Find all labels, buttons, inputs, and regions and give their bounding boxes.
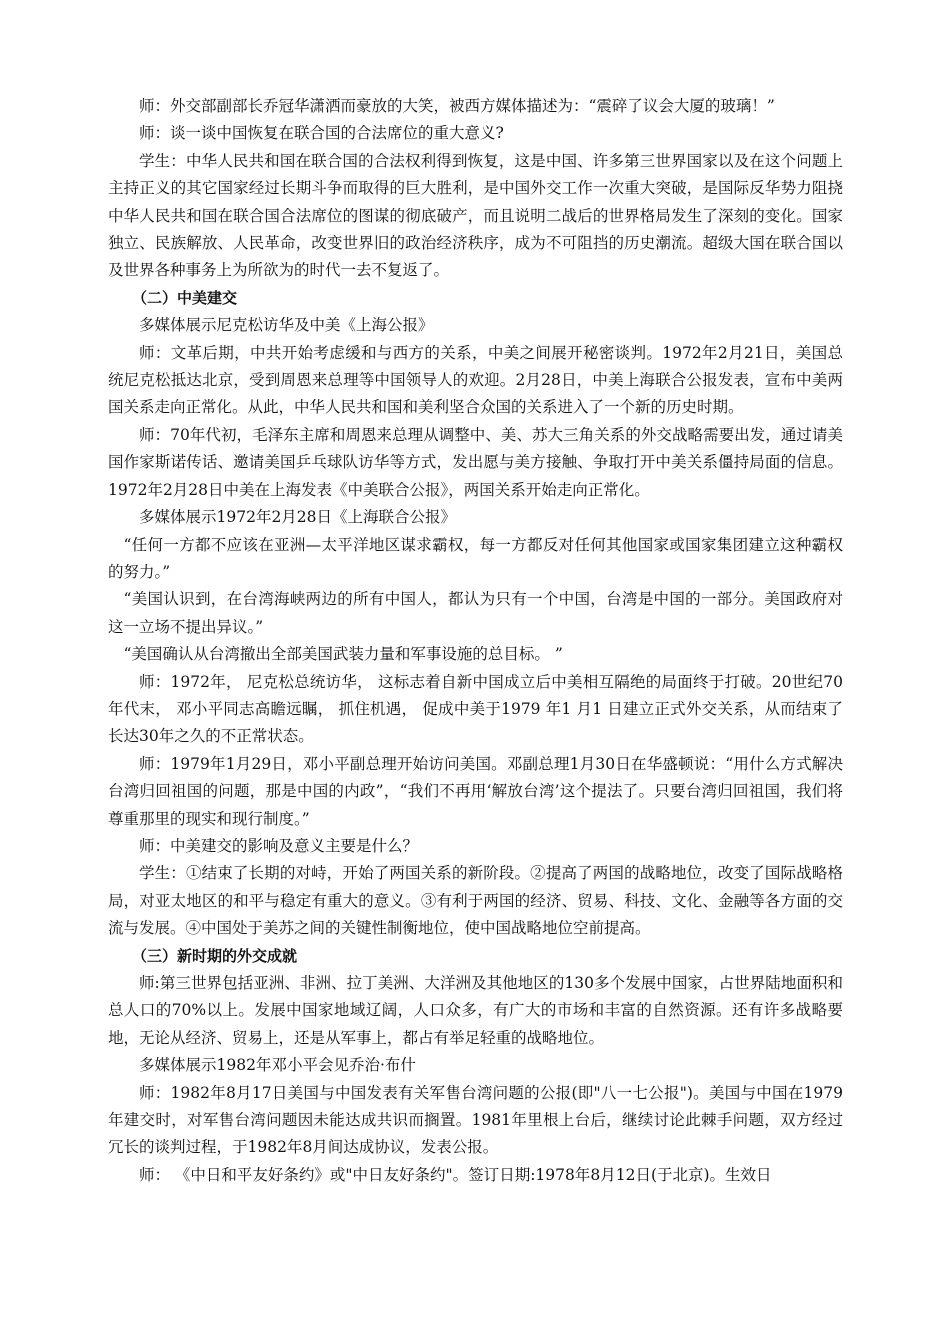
quote-1: “任何一方都不应该在亚洲—太平洋地区谋求霸权，每一方都反对任何其他国家或国家集团建立这种霸权的努力。” xyxy=(108,535,843,581)
paragraph-5: 多媒体展示尼克松访华及中美《上海公报》 xyxy=(139,316,434,335)
paragraph-8: 多媒体展示1972年2月28日《上海联合公报》 xyxy=(139,508,457,527)
paragraph-2: 师：谈一谈中国恢复在联合国的合法席位的重大意义? xyxy=(139,124,504,143)
paragraph-14: 师：中美建交的影响及意义主要是什么？ xyxy=(139,836,419,855)
paragraph-12: 师：1972年， 尼克松总统访华， 这标志着自新中国成立后中美相互隔绝的局面终于打破。20世纪70 年代末， 邓小平同志高瞻远瞩， 抓住机遇， 促成中美于1979 年1 月1 日建立正式外交关系，从而结束了长达30年之久的不正常状态。 xyxy=(108,672,843,746)
paragraph-6: 师：文革后期，中共开始考虑缓和与西方的关系，中美之间展开秘密谈判。1972年2月21日，美国总统尼克松抵达北京，受到周恩来总理等中国领导人的欢迎。2月28日，中美上海联合公报发表，宣布中美两国关系走向正常化。从此，中华人民共和国和美利坚合众国的关系进入了一个新的历史时期。 xyxy=(108,343,843,417)
paragraph-15: 学生：①结束了长期的对峙，开始了两国关系的新阶段。②提高了两国的战略地位，改变了国际战略格局，对亚太地区的和平与稳定有重大的意义。③有利于两国的经济、贸易、科技、文化、金融等各方面的交流与发展。④中国处于美苏之间的关键性制衡地位，使中国战略地位空前提高。 xyxy=(108,864,843,938)
section-heading-3: （三）新时期的外交成就 xyxy=(132,946,298,965)
quote-2: “美国认识到，在台湾海峡两边的所有中国人，都认为只有一个中国，台湾是中国的一部分。美国政府对这一立场不提出异议。” xyxy=(108,590,843,636)
paragraph-17: 师:第三世界包括亚洲、非洲、拉丁美洲、大洋洲及其他地区的130多个发展中国家，占世界陆地面积和总人口的70%以上。发展中国家地域辽阔，人口众多，有广大的市场和丰富的自然资源。还有许多战略要地，无论从经济、贸易上，还是从军事上，都占有举足轻重的战略地位。 xyxy=(108,974,843,1047)
paragraph-18: 多媒体展示1982年邓小平会见乔治·布什 xyxy=(139,1056,416,1075)
section-heading-2: （二）中美建交 xyxy=(132,288,238,307)
paragraph-20: 师： 《中日和平友好条约》或"中日友好条约"。签订日期:1978年8月12日(于北京)。生效日 xyxy=(139,1165,772,1184)
paragraph-7: 师：70年代初，毛泽东主席和周恩来总理从调整中、美、苏大三角关系的外交战略需要出发，通过请美国作家斯诺传话、邀请美国乒乓球队访华等方式，发出愿与美方接触、争取打开中美关系僵持局面的信息。1972年2月28日中美在上海发表《中美联合公报》，两国关系开始走向正常化。 xyxy=(108,425,843,499)
quote-3: “美国确认从台湾撤出全部美国武装力量和军事设施的总目标。 ” xyxy=(123,645,563,664)
document-page xyxy=(108,93,843,1189)
paragraph-1: 师：外交部副部长乔冠华潇洒而豪放的大笑，被西方媒体描述为：“震碎了议会大厦的玻璃！” xyxy=(139,97,775,115)
paragraph-19: 师：1982年8月17日美国与中国发表有关军售台湾问题的公报(即"八一七公报")。美国与中国在1979年建交时，对军售台湾问题因未能达成共识而搁置。1981年里根上台后，继续讨论此棘手问题，双方经过冗长的谈判过程，于1982年8月间达成协议，发表公报。 xyxy=(108,1083,843,1157)
paragraph-13: 师：1979年1月29日，邓小平副总理开始访问美国。邓副总理1月30日在华盛顿说：“用什么方式解决台湾归回祖国的问题，那是中国的内政”，“我们不再用‘解放台湾’这个提法了。只要台湾归回祖国，我们将尊重那里的现实和现行制度。” xyxy=(108,754,843,828)
paragraph-3: 学生：中华人民共和国在联合国的合法权利得到恢复，这是中国、许多第三世界国家以及在这个问题上主持正义的其它国家经过长期斗争而取得的巨大胜利，是中国外交工作一次重大突破，是国际反华势力阻挠中华人民共和国在联合国合法席位的图谋的彻底破产，而且说明二战后的世界格局发生了深刻的变化。国家独立、民族解放、人民革命，改变世界旧的政治经济秩序，成为不可阻挡的历史潮流。超级大国在联合国以及世界各种事务上为所欲为的时代一去不复返了。 xyxy=(108,151,843,280)
